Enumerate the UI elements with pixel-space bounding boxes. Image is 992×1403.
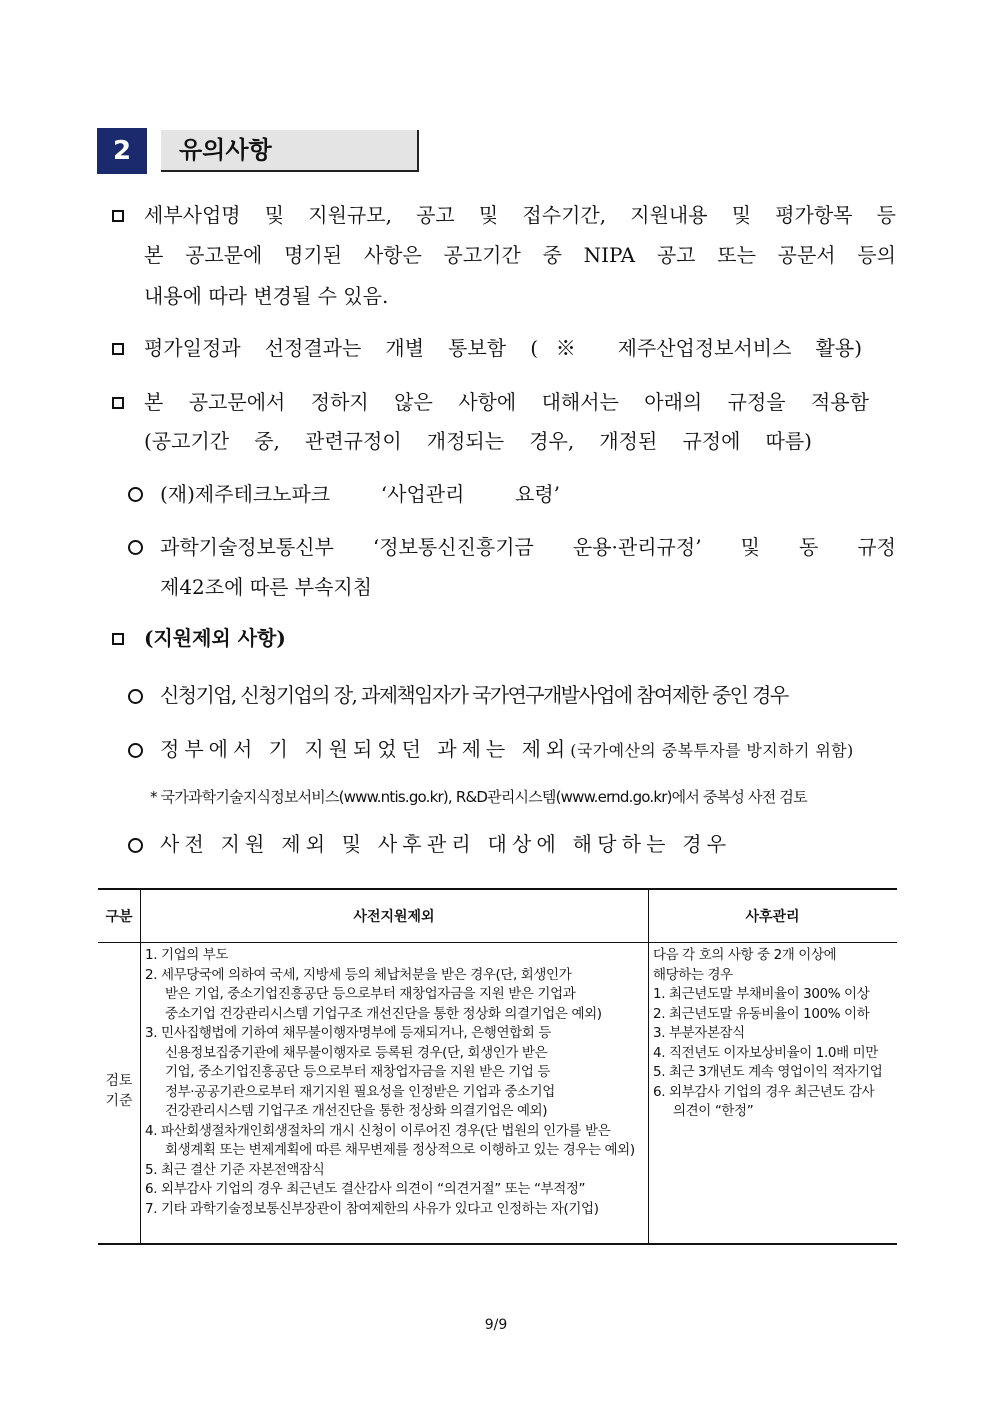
table-cell-line: 의견이 “한정”: [673, 1103, 754, 1119]
table-cell-line: 1. 최근년도말 부채비율이 300% 이상: [653, 986, 870, 1002]
table-cell-line: 해당하는 경우: [653, 966, 733, 983]
rule-1: (재)제주테크노파크 ‘사업관리 요령’: [160, 482, 560, 506]
table-cell-line: 다음 각 호의 사항 중 2개 이상에: [653, 947, 837, 963]
circle-bullet-icon: [128, 838, 143, 853]
table-cell-line: 3. 부분자본잠식: [653, 1025, 745, 1041]
table-top-rule: [98, 888, 897, 890]
circle-bullet-icon: [128, 689, 143, 704]
table-cell-line: 1. 기업의 부도: [145, 947, 229, 963]
section-title: 유의사항: [161, 130, 419, 172]
table-cell-line: 정부·공공기관으로부터 재기지원 필요성을 인정받은 기업과 중소기업: [165, 1083, 555, 1100]
item-1-line-2: 본 공고문에 명기된 사항은 공고기간 중 NIPA 공고 또는 공문서 등의: [144, 243, 896, 267]
circle-bullet-icon: [128, 487, 143, 502]
exclusion-item-1: 신청기업, 신청기업의 장, 과제책임자가 국가연구개발사업에 참여제한 중인 경우: [160, 683, 788, 707]
page-number: 9/9: [484, 1317, 508, 1333]
checkbox-bullet-icon: [112, 210, 124, 222]
exclusion-title: (지원제외 사항): [144, 626, 286, 650]
table-cell-line: 5. 최근 3개년도 계속 영업이익 적자기업: [653, 1064, 883, 1080]
item-1-line-3: 내용에 따라 변경될 수 있음.: [144, 284, 389, 308]
exclusion-item-2: [160, 736, 854, 764]
header-pre-exclusion: 사전지원제외: [353, 909, 435, 925]
footnote: * 국가과학기술지식정보서비스(www.ntis.go.kr), R&D관리시스템(www.ernd.go.kr)에서 중복성 사전 검토: [150, 788, 807, 806]
table-col-divider: [140, 888, 141, 1245]
table-cell-line: 3. 민사집행법에 기하여 채무불이행자명부에 등재되거나, 은행연합회 등: [145, 1025, 551, 1041]
circle-bullet-icon: [128, 743, 143, 758]
post-management-cell: [653, 946, 895, 1122]
item-3-line-1: 본 공고문에서 정하지 않은 사항에 대해서는 아래의 규정을 적용함: [144, 390, 869, 414]
header-category: 구분: [105, 909, 133, 925]
circle-bullet-icon: [128, 540, 143, 555]
row-label: 검토 기준: [105, 1073, 133, 1109]
table-cell-line: 5. 최근 결산 기준 자본전액잠식: [145, 1161, 325, 1178]
table-bottom-rule: [98, 1243, 897, 1245]
table-cell-line: 2. 최근년도말 유동비율이 100% 이하: [653, 1005, 870, 1022]
exclusion-item-2-main: 정부에서 기 지원되었던 과제는 제외: [160, 737, 571, 761]
table-cell-line: 건강관리시스템 기업구조 개선진단을 통한 정상화 의결기업은 예외): [165, 1103, 548, 1119]
item-3-line-2: (공고기간 중, 관련규정이 개정되는 경우, 개정된 규정에 따름): [144, 429, 812, 453]
table-cell-line: 6. 외부감사 기업의 경우 최근년도 감사: [653, 1083, 875, 1100]
table-cell-line: 기업, 중소기업진흥공단 등으로부터 재창업자금을 지원 받은 기업 등: [165, 1064, 551, 1080]
table-cell-line: 4. 파산회생절차개인회생절차의 개시 신청이 이루어진 경우(단 법원의 인가를 받은: [145, 1122, 611, 1139]
table-cell-line: 신용정보집중기관에 채무불이행자로 등록된 경우(단, 회생인가 받은: [165, 1044, 548, 1061]
table-header-rule: [98, 942, 897, 943]
item-2-line-1: 평가일정과 선정결과는 개별 통보함 (※ 제주산업정보서비스 활용): [144, 336, 862, 360]
table-col-divider: [648, 888, 649, 1245]
pre-exclusion-cell: [145, 946, 645, 1219]
table-cell-line: 7. 기타 과학기술정보통신부장관이 참여제한의 사유가 있다고 인정하는 자(기업): [145, 1200, 599, 1217]
rule-2-line-1: 과학기술정보통신부 ‘정보통신진흥기금 운용·관리규정’ 및 동 규정: [160, 535, 896, 559]
checkbox-bullet-icon: [112, 343, 124, 355]
checkbox-bullet-icon: [112, 397, 124, 409]
table-cell-line: 중소기업 건강관리시스템 기업구조 개선진단을 통한 정상화 의결기업은 예외): [165, 1005, 602, 1022]
table-cell-line: 6. 외부감사 기업의 경우 최근년도 결산감사 의견이 “의견거절” 또는 “부적정”: [145, 1181, 586, 1197]
table-cell-line: 회생계획 또는 변제계획에 따른 채무변제를 정상적으로 이행하고 있는 경우는 예외): [165, 1142, 635, 1158]
rule-2-line-2: 제42조에 따른 부속지침: [160, 575, 373, 599]
table-cell-line: 받은 기업, 중소기업진흥공단 등으로부터 재창업자금을 지원 받은 기업과: [165, 986, 576, 1002]
exclusion-item-3: 사전 지원 제외 및 사후관리 대상에 해당하는 경우: [160, 832, 732, 856]
item-1-line-1: 세부사업명 및 지원규모, 공고 및 접수기간, 지원내용 및 평가항목 등: [144, 203, 896, 227]
header-post-management: 사후관리: [745, 909, 800, 925]
table-cell-line: 2. 세무당국에 의하여 국세, 지방세 등의 체납처분을 받은 경우(단, 회생인가: [145, 966, 572, 983]
exclusion-item-2-suffix: (국가예산의 중복투자를 방지하기 위함): [570, 741, 854, 760]
section-number: 2: [97, 128, 147, 174]
table-cell-line: 4. 직전년도 이자보상비율이 1.0배 미만: [653, 1044, 878, 1061]
criteria-table: [98, 888, 897, 1245]
checkbox-bullet-icon: [112, 633, 124, 645]
